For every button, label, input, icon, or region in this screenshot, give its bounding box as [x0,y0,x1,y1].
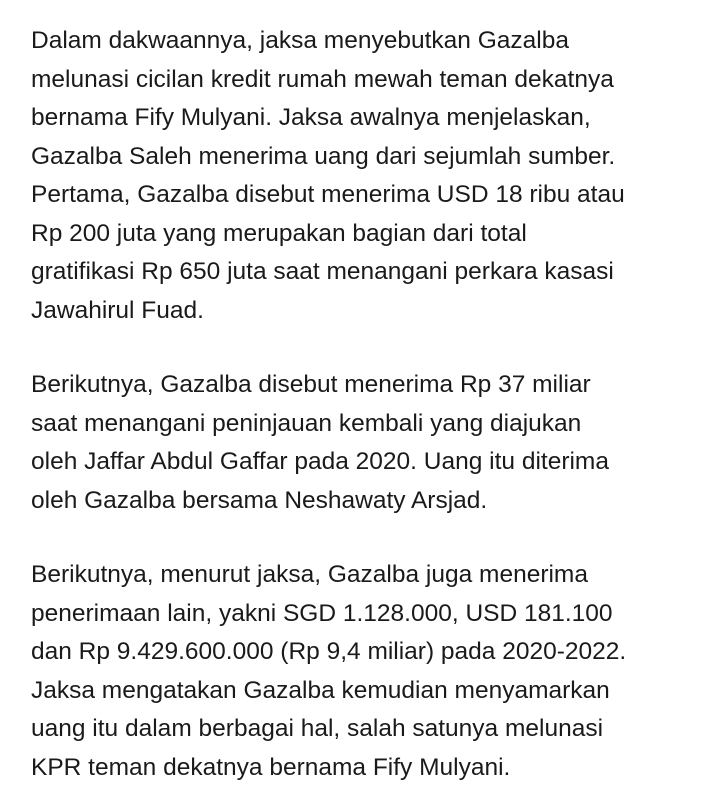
text-line: Jaksa mengatakan Gazalba kemudian menyamarkan [31,672,711,711]
text-line: Pertama, Gazalba disebut menerima USD 18 ribu atau [31,176,711,215]
text-line: Gazalba Saleh menerima uang dari sejumlah sumber. [31,138,711,177]
text-line: Rp 200 juta yang merupakan bagian dari total [31,215,711,254]
text-line: gratifikasi Rp 650 juta saat menangani perkara kasasi [31,253,711,292]
text-line: saat menangani peninjauan kembali yang diajukan [31,405,711,444]
paragraph-3 [31,556,711,787]
text-line: Dalam dakwaannya, jaksa menyebutkan Gazalba [31,22,711,61]
text-line: Berikutnya, menurut jaksa, Gazalba juga menerima [31,556,711,595]
article-body [31,22,711,787]
paragraph-1 [31,22,711,330]
text-line: bernama Fify Mulyani. Jaksa awalnya menjelaskan, [31,99,711,138]
text-line: dan Rp 9.429.600.000 (Rp 9,4 miliar) pada 2020-2022. [31,633,711,672]
paragraph-2 [31,366,711,520]
text-line: Jawahirul Fuad. [31,292,711,331]
text-line: uang itu dalam berbagai hal, salah satunya melunasi [31,710,711,749]
text-line: KPR teman dekatnya bernama Fify Mulyani. [31,749,711,787]
text-line: melunasi cicilan kredit rumah mewah teman dekatnya [31,61,711,100]
text-line: penerimaan lain, yakni SGD 1.128.000, USD 181.100 [31,595,711,634]
text-line: oleh Jaffar Abdul Gaffar pada 2020. Uang itu diterima [31,443,711,482]
text-line: oleh Gazalba bersama Neshawaty Arsjad. [31,482,711,521]
text-line: Berikutnya, Gazalba disebut menerima Rp 37 miliar [31,366,711,405]
